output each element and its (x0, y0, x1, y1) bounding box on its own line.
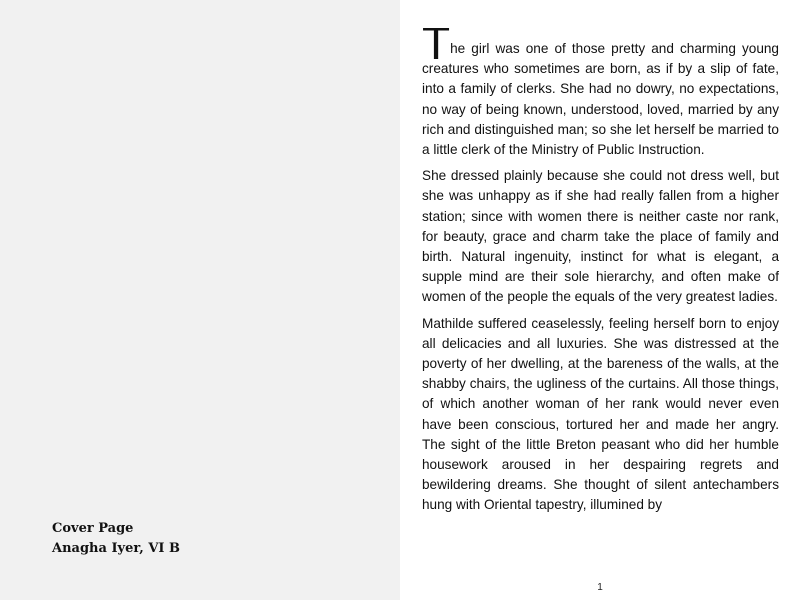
paragraph-1-text: he girl was one of those pretty and charming young creatures who sometimes are born, as if by a slip of fate, into a family of clerks. She had no dowry, no expectations, no way of being known, understood, loved, married by any rich and distinguished man; so she let herself be married to a little clerk of the Ministry of Public Instruction. (422, 41, 779, 158)
paragraph-3: Mathilde suffered ceaselessly, feeling herself born to enjoy all delicacies and all luxuries. She was distressed at the poverty of her dwelling, at the bareness of the walls, at the shabby chairs, the ugliness of the curtains. All those things, of which another woman of her rank would never even have been conscious, tortured her and made her angry. The sight of the little Breton peasant who did her humble housework aroused in her despairing regrets and bewildering dreams. She thought of silent antechambers hung with Oriental tapestry, illumined by (422, 315, 779, 513)
cover-title: Cover Page (52, 521, 134, 536)
story-text (422, 28, 779, 564)
paragraph-2: She dressed plainly because she could not dress well, but she was unhappy as if she had really fallen from a higher station; since with women there is neither caste nor rank, for beauty, grace and charm take the place of family and birth. Natural ingenuity, instinct for what is elegant, a supple mind are their sole hierarchy, and often make of women of the people the equals of the very greatest ladies. (422, 168, 779, 305)
paragraph-1 (422, 28, 779, 160)
page-number: 1 (597, 582, 603, 593)
drop-cap: T (422, 28, 451, 69)
cover-author: Anagha Iyer, VI B (52, 541, 180, 556)
cover-caption (52, 519, 180, 559)
story-page (400, 0, 800, 600)
